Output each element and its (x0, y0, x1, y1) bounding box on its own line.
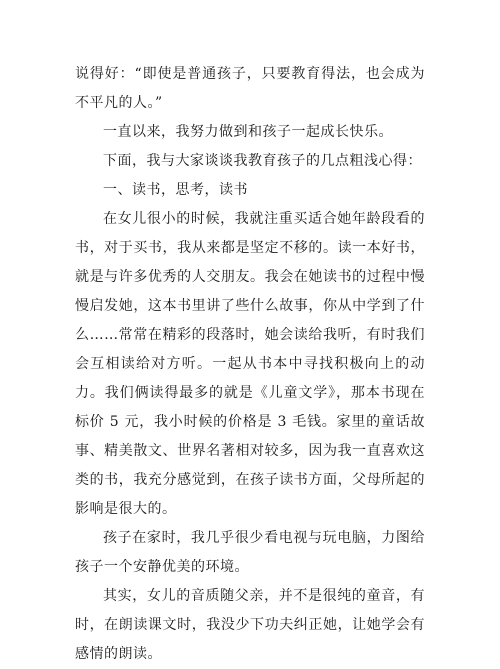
section-heading: 一、读书，思考，读书 (103, 182, 248, 198)
paragraph-reading: 在女儿很小的时候，我就注重买适合她年龄段看的书，对于买书，我从来都是坚定不移的。读一本好书，就是与许多优秀的人交朋友。我会在她读书的过程中慢慢启发她，这本书里讲了些什么故事，你从中学到了什么……常常在精彩的段落时，她会读给我听，有时我们会互相读给对方听。一起从书本中寻找积极向上的动力。我们俩读得最多的就是《儿童文学》，那本书现在标价 5 元，我小时候的价格是 3 毛钱。家里的童话故事、精美散文、世界名著相对较多，因为我一直喜欢这类的书，我充分感觉到，在孩子读书方面，父母所起的影响是很大的。 (75, 211, 425, 517)
document-page (75, 60, 425, 669)
paragraph-intro: 下面，我与大家谈谈我教育孩子的几点粗浅心得： (103, 153, 422, 169)
paragraph-grow-together: 一直以来，我努力做到和孩子一起成长快乐。 (103, 124, 393, 140)
paragraph-quote: 说得好：“即使是普通孩子，只要教育得法，也会成为不平凡的人。” (75, 66, 425, 111)
paragraph-voice: 其实，女儿的音质随父亲，并不是很纯的童音，有时，在朗读课文时，我没少下功夫纠正她，让她学会有感情的朗读。 (75, 588, 425, 662)
paragraph-environment: 孩子在家时，我几乎很少看电视与玩电脑，力图给孩子一个安静优美的环境。 (75, 530, 425, 575)
